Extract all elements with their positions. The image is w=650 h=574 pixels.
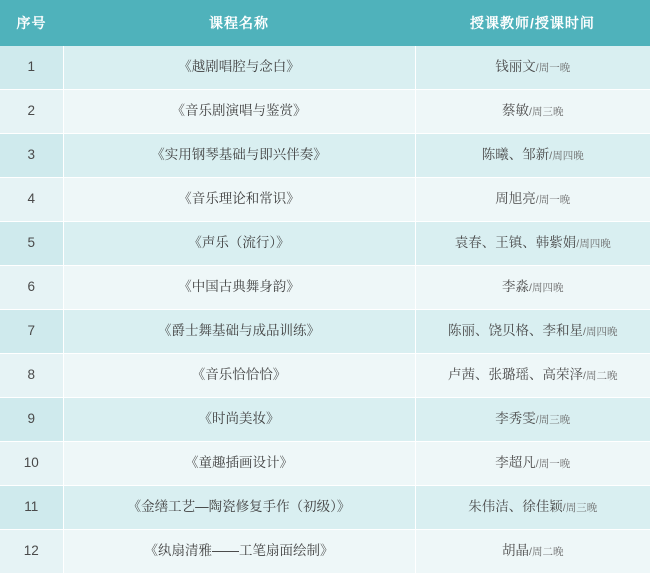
cell-teacher-time xyxy=(415,222,650,266)
cell-index: 7 xyxy=(0,310,63,354)
cell-course-name: 《音乐恰恰恰》 xyxy=(63,354,415,398)
class-time: /周四晚 xyxy=(549,150,584,163)
class-time: /周三晚 xyxy=(529,106,564,119)
class-time: /周一晚 xyxy=(535,458,571,471)
column-header-index: 序号 xyxy=(0,0,63,46)
cell-course-name: 《爵士舞基础与成品训练》 xyxy=(63,310,415,354)
cell-course-name: 《金缮工艺—陶瓷修复手作（初级）》 xyxy=(63,486,415,530)
teacher-name: 周旭亮 xyxy=(495,191,536,207)
table-row xyxy=(0,90,650,134)
cell-teacher-time xyxy=(415,90,650,134)
teacher-name: 李超凡 xyxy=(495,455,536,471)
table-header-row xyxy=(0,0,650,46)
table-row xyxy=(0,222,650,266)
class-time: /周一晚 xyxy=(535,194,571,207)
teacher-name: 李淼 xyxy=(502,279,530,295)
cell-index: 3 xyxy=(0,134,63,178)
cell-course-name: 《纨扇清雅——工笔扇面绘制》 xyxy=(63,530,415,574)
cell-course-name: 《音乐理论和常识》 xyxy=(63,178,415,222)
teacher-name: 钱丽文 xyxy=(495,59,536,75)
cell-course-name: 《音乐剧演唱与鉴赏》 xyxy=(63,90,415,134)
column-header-teacher-time: 授课教师/授课时间 xyxy=(415,0,650,46)
table-row xyxy=(0,266,650,310)
cell-index: 6 xyxy=(0,266,63,310)
cell-teacher-time xyxy=(415,178,650,222)
cell-course-name: 《中国古典舞身韵》 xyxy=(63,266,415,310)
teacher-name: 卢茜、张璐瑶、高荣泽 xyxy=(448,367,584,383)
cell-teacher-time xyxy=(415,266,650,310)
table-row xyxy=(0,178,650,222)
cell-course-name: 《实用钢琴基础与即兴伴奏》 xyxy=(63,134,415,178)
cell-index: 8 xyxy=(0,354,63,398)
cell-index: 5 xyxy=(0,222,63,266)
cell-teacher-time xyxy=(415,486,650,530)
teacher-name: 胡晶 xyxy=(502,543,530,559)
teacher-name: 李秀雯 xyxy=(495,411,536,427)
table-row xyxy=(0,354,650,398)
class-time: /周二晚 xyxy=(583,370,618,383)
class-time: /周四晚 xyxy=(529,282,564,295)
teacher-name: 陈丽、饶贝格、李和星 xyxy=(448,323,584,339)
cell-teacher-time xyxy=(415,530,650,574)
cell-teacher-time xyxy=(415,442,650,486)
class-time: /周三晚 xyxy=(562,502,598,515)
teacher-name: 陈曦、邹新 xyxy=(481,147,550,163)
cell-index: 12 xyxy=(0,530,63,574)
table-row xyxy=(0,398,650,442)
cell-index: 10 xyxy=(0,442,63,486)
table-row xyxy=(0,310,650,354)
teacher-name: 朱伟洁、徐佳颖 xyxy=(468,499,563,515)
column-header-course-name: 课程名称 xyxy=(63,0,415,46)
table-row xyxy=(0,134,650,178)
teacher-name: 袁春、王镇、韩紫娟 xyxy=(454,235,577,251)
cell-teacher-time xyxy=(415,46,650,90)
cell-course-name: 《童趣插画设计》 xyxy=(63,442,415,486)
cell-index: 2 xyxy=(0,90,63,134)
cell-course-name: 《越剧唱腔与念白》 xyxy=(63,46,415,90)
cell-index: 11 xyxy=(0,486,63,530)
table-row xyxy=(0,442,650,486)
class-time: /周三晚 xyxy=(535,414,571,427)
class-time: /周四晚 xyxy=(576,238,611,251)
table-row xyxy=(0,530,650,574)
table-row xyxy=(0,486,650,530)
class-time: /周四晚 xyxy=(583,326,618,339)
cell-course-name: 《声乐（流行）》 xyxy=(63,222,415,266)
cell-teacher-time xyxy=(415,134,650,178)
cell-index: 4 xyxy=(0,178,63,222)
table-body xyxy=(0,46,650,574)
cell-course-name: 《时尚美妆》 xyxy=(63,398,415,442)
cell-teacher-time xyxy=(415,398,650,442)
teacher-name: 蔡敏 xyxy=(502,103,530,119)
cell-teacher-time xyxy=(415,310,650,354)
table-row xyxy=(0,46,650,90)
class-time: /周一晚 xyxy=(535,62,571,75)
cell-index: 1 xyxy=(0,46,63,90)
class-time: /周二晚 xyxy=(529,546,564,559)
cell-index: 9 xyxy=(0,398,63,442)
cell-teacher-time xyxy=(415,354,650,398)
